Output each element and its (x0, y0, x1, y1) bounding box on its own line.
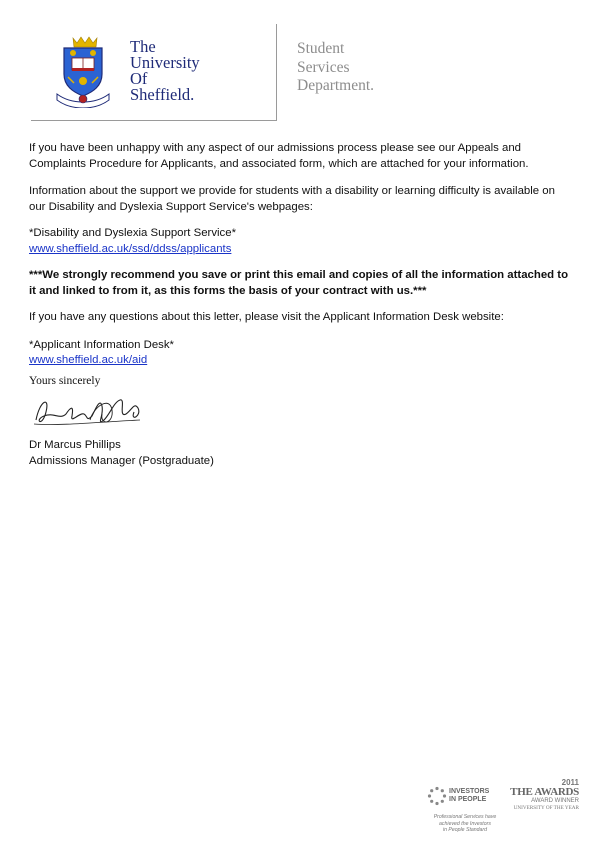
contract-warning-paragraph: ***We strongly recommend you save or print this email and copies of all the information attached to it and linked to from it, as this forms the basis of your contract with us.*** (29, 269, 569, 297)
iip-line: IN PEOPLE (449, 796, 487, 803)
department-name (297, 40, 374, 96)
aid-name: *Applicant Information Desk* (29, 338, 174, 351)
disability-support-paragraph: Information about the support we provide for students with a disability or learning difficulty is available on our Disability and Dyslexia Support Service's webpages: (29, 185, 555, 213)
university-name-line: Sheffield. (130, 85, 195, 104)
aid-link[interactable]: www.sheffield.ac.uk/aid (29, 354, 148, 366)
ddss-block (29, 226, 574, 257)
awards-year: 2011 (561, 778, 579, 787)
ddss-link[interactable]: www.sheffield.ac.uk/ssd/ddss/applicants (29, 242, 232, 255)
iip-line: INVESTORS (449, 788, 490, 795)
investors-in-people-icon (427, 786, 447, 806)
university-name-line: The (130, 37, 156, 56)
handwritten-signature (30, 390, 150, 432)
signatory-title: Admissions Manager (Postgraduate) (29, 454, 214, 467)
awards-subtitle: AWARD WINNER (531, 798, 579, 804)
aid-block (29, 338, 574, 369)
valediction: Yours sincerely (29, 375, 101, 387)
iip-caption (429, 814, 501, 834)
investors-in-people-logo (427, 786, 503, 841)
complaints-paragraph: If you have been unhappy with any aspect of our admissions process please see our Appeals and Complaints Procedure for Applicants, and associated form, which are attached for your information. (29, 142, 529, 170)
signatory-name: Dr Marcus Phillips (29, 439, 121, 451)
department-name-line: Services (297, 58, 350, 76)
university-name-line: Of (130, 69, 148, 88)
letter-body (29, 141, 574, 369)
iip-title (449, 788, 489, 804)
questions-paragraph: If you have any questions about this letter, please visit the Applicant Information Desk website: (29, 311, 504, 323)
awards-category: UNIVERSITY OF THE YEAR (513, 805, 579, 811)
iip-caption-line: Professional Services have (433, 814, 497, 820)
iip-caption-line: in People Standard (442, 827, 488, 833)
ddss-service-name: *Disability and Dyslexia Support Service* (29, 227, 237, 239)
department-name-line: Department. (297, 77, 375, 94)
department-name-line: Student (297, 40, 345, 57)
university-name-line: University (130, 53, 200, 72)
the-awards-logo (507, 778, 579, 823)
iip-caption-line: achieved the Investors (439, 820, 491, 827)
awards-title: THE AWARDS (510, 786, 579, 798)
university-crest-icon (55, 36, 111, 108)
signatory (29, 438, 214, 469)
university-name (130, 39, 200, 103)
